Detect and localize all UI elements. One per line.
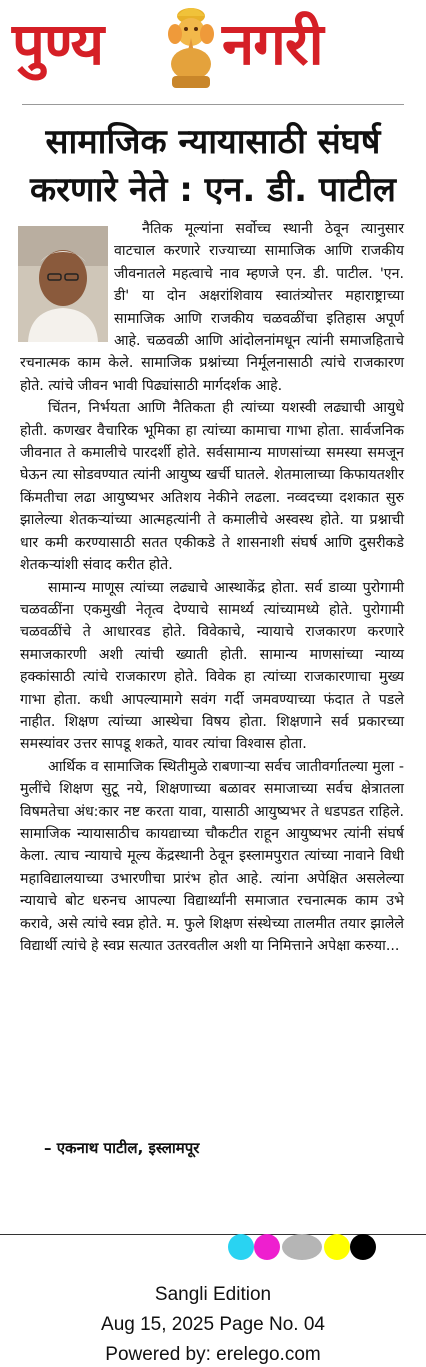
cyan-swatch bbox=[228, 1234, 254, 1260]
black-swatch bbox=[350, 1234, 376, 1260]
date-page-label: Aug 15, 2025 Page No. 04 bbox=[101, 1314, 325, 1335]
article-author: – एकनाथ पाटील, इस्लामपूर bbox=[44, 1139, 200, 1157]
article-paragraph: नैतिक मूल्यांना सर्वोच्च स्थानी ठेवून त्यानुसार वाटचाल करणारे राज्याच्या सामाजिक आणि राजकीय जीवनातले महत्वाचे नाव म्हणजे एन. डी. पाटील. 'एन. डी' या दोन अक्षरांशिवाय स्वातंत्र्योत्तर महाराष्ट्राच्या सामाजिक आणि राजकीय चळवळींचा इतिहास अपूर्ण आहे. चळवळी आणि आंदोलनांमधून त्यांनी समाजहिताचे रचनात्मक काम केले. सामाजिक प्रश्नांच्या निर्मूलनासाठी त्यांचे राजकारण होते. त्यांचे जीवन भावी पिढ्यांसाठी मार्गदर्शक आहे. bbox=[20, 221, 404, 394]
ganesha-logo-icon bbox=[160, 2, 222, 92]
author-photo bbox=[18, 226, 108, 342]
magenta-swatch bbox=[254, 1234, 280, 1260]
edition-label: Sangli Edition bbox=[154, 1284, 272, 1305]
masthead-name-left: पुण्य bbox=[12, 10, 104, 78]
article-body bbox=[20, 218, 404, 957]
article-paragraph: आर्थिक व सामाजिक स्थितीमुळे राबणाऱ्या सर्वच जातीवर्गातल्या मुला - मुलींचे शिक्षण सुटू नये, शिक्षणाच्या बळावर समाजाच्या सर्वच क्षेत्रातला विषमतेचा अंध:कार नष्ट करता यावा, यासाठी आयुष्यभर ते धडपडत राहिले. सामाजिक न्यायासाठीच कायद्याच्या चौकटीत राहून आयुष्यभर त्यांनी संघर्ष केला. त्याच न्यायाचे मूल्य केंद्रस्थानी ठेवून इस्लामपुरात त्यांच्या नावाने विधी महाविद्यालयाच्या उभारणीचा प्रारंभ होत आहे. त्यांना अपेक्षित असलेल्या न्यायाचे बोट धरुनच आपल्या विद्यार्थ्यांनी समाजात रचनात्मक काम उभे करावे, असे त्यांचे स्वप्न होते. म. फुले शिक्षण संस्थेच्या तालमीत तयार झालेले विद्यार्थी त्यांचे हे स्वप्न सत्यात उतरवतील अशी या निमित्ताने अपेक्षा करुया... bbox=[20, 758, 404, 954]
article-paragraph: चिंतन, निर्भयता आणि नैतिकता ही त्यांच्या यशस्वी लढ्याची आयुधे होती. कणखर वैचारिक भूमिका हा त्यांच्या कामाचा गाभा होता. सार्वजनिक जीवनात ते कमालीचे पारदर्शी होते. सर्वसामान्य माणसांच्या समस्या समजून घेऊन त्या सोडवण्यात त्यांनी आयुष्य खर्ची घातले. शेतमालाच्या किफायतशीर किंमतीचा लढा आयुष्यभर अतिशय नेकीने लढला. नव्वदच्या दशकात सुरु झालेल्या शेतकऱ्यांच्या आत्महत्यांनी ते कमालीचे अस्वस्थ होते. या प्रश्नाची धार कमी करण्यासाठी सतत एकीकडे ते शासनाशी संघर्ष आणि दुसरीकडे शेतकऱ्यांशी संवाद करीत होते. bbox=[20, 400, 404, 574]
headline-line-2: करणारे नेते : एन. डी. पाटील bbox=[30, 170, 396, 210]
headline-line-1: सामाजिक न्यायासाठी संघर्ष bbox=[45, 122, 381, 162]
masthead bbox=[0, 0, 426, 100]
article-paragraph: सामान्य माणूस त्यांच्या लढ्याचे आस्थाकेंद्र होता. सर्व डाव्या पुरोगामी चळवळींना एकमुखी नेतृत्व देण्याचे सामर्थ्य त्यांच्यामध्ये होते. पुरोगामी चळवळींचे ते आधारवड होते. विवेकाचे, न्यायाचे राजकारण करणारे समाजकारणी अशी त्यांची ख्याती होती. सामान्य माणसांच्या न्याय्य हक्कांसाठी त्यांचे राजकारण होते. विवेक हा त्यांच्या राजकारणाचा मुख्य गाभा होता. कधी आपल्यामागे सवंग गर्दी जमवण्याच्या फंदात ते पडले नाहीत. शिक्षण त्यांच्या आस्थेचा विषय होता. शिक्षणाने सर्व प्रकारच्या समस्यांवर उत्तर सापडू शकते, यावर त्यांचा विश्वास होता. bbox=[20, 579, 404, 753]
masthead-divider bbox=[22, 104, 404, 105]
gray-swatch bbox=[282, 1234, 322, 1260]
masthead-name-right: नगरी bbox=[222, 10, 323, 78]
yellow-swatch bbox=[324, 1234, 350, 1260]
powered-by-label: Powered by: erelego.com bbox=[105, 1344, 321, 1365]
